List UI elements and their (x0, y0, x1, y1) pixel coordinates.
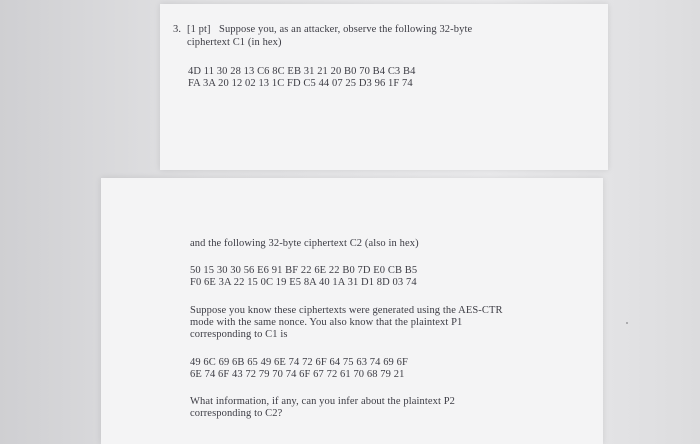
stray-mark (626, 322, 628, 324)
context-line2: mode with the same nonce. You also know that the plaintext P1 (190, 317, 463, 328)
p1-hex-line1: 49 6C 69 6B 65 49 6E 74 72 6F 64 75 63 74 69 6F (190, 357, 408, 368)
question-intro-line2: ciphertext C1 (in hex) (187, 37, 282, 48)
question-intro-line1: Suppose you, as an attacker, observe the following 32-byte (219, 24, 473, 35)
final-question-line2: corresponding to C2? (190, 408, 283, 419)
c1-hex-line2: FA 3A 20 12 02 13 1C FD C5 44 07 25 D3 96 1F 74 (188, 78, 413, 89)
context-line1: Suppose you know these ciphertexts were generated using the AES-CTR (190, 305, 503, 316)
final-question-line1: What information, if any, can you infer about the plaintext P2 (190, 396, 456, 407)
question-number: 3. (173, 24, 182, 35)
c1-hex-line1: 4D 11 30 28 13 C6 8C EB 31 21 20 B0 70 B4 C3 B4 (188, 66, 416, 77)
c2-intro: and the following 32-byte ciphertext C2 (also in hex) (190, 238, 419, 249)
question-points: [1 pt] (187, 24, 211, 35)
context-line3: corresponding to C1 is (190, 329, 288, 340)
c2-hex-line1: 50 15 30 30 56 E6 91 BF 22 6E 22 B0 7D E0 CB B5 (190, 265, 418, 276)
p1-hex-line2: 6E 74 6F 43 72 79 70 74 6F 67 72 61 70 68 79 21 (190, 369, 405, 380)
c2-hex-line2: F0 6E 3A 22 15 0C 19 E5 8A 40 1A 31 D1 8D 03 74 (190, 277, 417, 288)
